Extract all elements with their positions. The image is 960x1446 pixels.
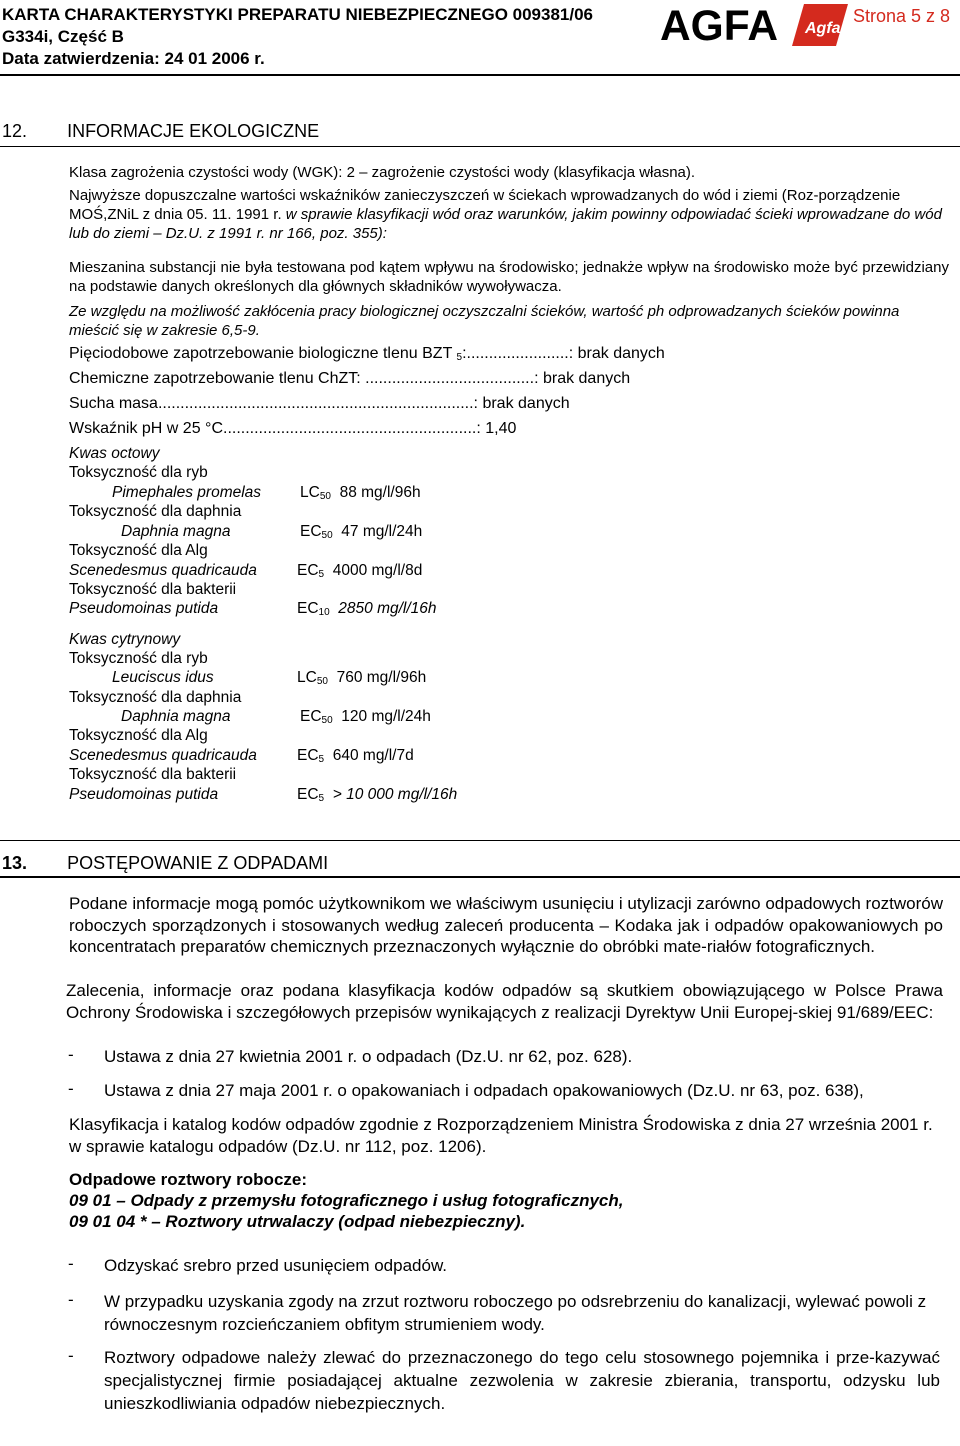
tox-value-row: [297, 600, 437, 618]
tox-value-row: [300, 708, 431, 726]
tox-value-row: [300, 523, 422, 541]
ph-range-paragraph: Ze względu na możliwość zakłócenia pracy biologicznej oczyszczalni ścieków, wartość ph odprowadzanych ścieków powinna mieścić się w zakresie 6,5-9.: [69, 303, 900, 339]
section-13-title: POSTĘPOWANIE Z ODPADAMI: [67, 853, 329, 873]
substance-citric-acid: Kwas cytrynowy: [69, 631, 181, 648]
section-13-overline: [0, 840, 960, 841]
tox-label: Toksyczność dla daphnia: [69, 503, 242, 520]
tox-value: 760 mg/l/96h: [336, 669, 427, 686]
tox-species: Daphnia magna: [121, 523, 231, 540]
recover-silver-item: Odzyskać srebro przed usunięciem odpadów.: [104, 1256, 448, 1275]
regulations-paragraph: Zalecenia, informacje oraz podana klasyfikacja kodów odpadów są skutkiem obowiązującego w Polsce Prawa Ochrony Środowiska i szczegółowych przepisów wynikających z realizacji Dyrektyw Unii Europej-skiej 91/689/EEC:: [66, 981, 943, 1022]
tox-code: EC: [297, 562, 319, 579]
law-waste-item: Ustawa z dnia 27 kwietnia 2001 r. o odpadach (Dz.U. nr 62, poz. 628).: [104, 1047, 633, 1066]
tox-label: Toksyczność dla daphnia: [69, 689, 242, 706]
tox-code: LC: [297, 669, 317, 686]
tox-code-subscript: 5: [318, 793, 325, 804]
tox-value: 4000 mg/l/8d: [332, 562, 423, 579]
tox-value-row: [297, 786, 457, 804]
tox-label: Toksyczność dla Alg: [69, 727, 208, 744]
tox-code: EC: [297, 600, 319, 617]
tox-species: Pimephales promelas: [112, 484, 262, 501]
tox-code-subscript: 5: [318, 569, 325, 580]
waste-code-0901: 09 01 – Odpady z przemysłu fotograficznego i usług fotograficznych,: [69, 1191, 624, 1210]
tox-value: 120 mg/l/24h: [341, 708, 431, 725]
substance-acetic-acid: Kwas octowy: [69, 445, 160, 462]
tox-code-subscript: 5: [318, 754, 325, 765]
header-divider: [0, 74, 960, 76]
wgk-paragraph: Klasa zagrożenia czystości wody (WGK): 2 – zagrożenie czystości wody (klasyfikacja własna).: [69, 164, 696, 181]
waste-info-paragraph: Podane informacje mogą pomóc użytkownikom we właściwym usunięciu i utylizacji zarówno odpadowych roztworów roboczych sporządzonych i stosowanych według zaleceń producenta – Kodaka jak i odpadów opakowaniowych po koncentratach preparatów chemicznych przeznaczonych wyłącznie do obróbki mate-riałów fotograficznych.: [69, 894, 943, 957]
agfa-logo: [658, 2, 782, 44]
dry-mass-row: Sucha masa.......................................................................: brak danych: [69, 395, 570, 412]
tox-value-row: [297, 669, 426, 687]
section-13-heading: [2, 853, 328, 874]
tox-code-subscript: 10: [318, 607, 330, 618]
sewer-discharge-item: W przypadku uzyskania zgody na zrzut roztworu roboczego po odsrebrzeniu do kanalizacji, wylewać powoli z równoczesnym rozcieńczaniem obfitym strumieniem wody.: [104, 1292, 927, 1334]
tox-species: Scenedesmus quadricauda: [69, 747, 257, 764]
tox-code: LC: [300, 484, 320, 501]
tox-value-row: [297, 562, 422, 580]
tox-species: Pseudomoinas putida: [69, 600, 219, 617]
tox-label: Toksyczność dla ryb: [69, 650, 208, 667]
tox-species: Leuciscus idus: [112, 669, 214, 686]
bzt-row: [69, 345, 665, 363]
bzt-subscript: 5: [456, 352, 463, 363]
section-12-underline: [0, 146, 960, 147]
agfa-rhombus-icon: [790, 2, 850, 48]
bullet-dash: -: [68, 1290, 74, 1309]
tox-value: 640 mg/l/7d: [332, 747, 414, 764]
approval-date: Data zatwierdzenia: 24 01 2006 r.: [2, 49, 265, 68]
tox-code: EC: [300, 708, 322, 725]
document-title: KARTA CHARAKTERYSTYKI PREPARATU NIEBEZPIECZNEGO 009381/06: [2, 5, 594, 24]
tox-species: Scenedesmus quadricauda: [69, 562, 257, 579]
tox-species: Daphnia magna: [121, 708, 231, 725]
tox-code: EC: [297, 747, 319, 764]
tox-value-row: [300, 484, 421, 502]
ph-row: Wskaźnik pH w 25 °C.........................................................: 1,40: [69, 420, 517, 437]
catalogue-paragraph: Klasyfikacja i katalog kodów odpadów zgodnie z Rozporządzeniem Ministra Środowiska z dnia 27 września 2001 r. w sprawie katalogu odpadów (Dz.U. nr 112, poz. 1206).: [69, 1115, 933, 1156]
bzt-label: Pięciodobowe zapotrzebowanie biologiczne tlenu BZT: [69, 345, 457, 362]
document-subtitle: G334i, Część B: [2, 27, 124, 46]
section-12-heading: [2, 121, 319, 142]
tox-value: > 10 000 mg/l/16h: [332, 786, 458, 803]
tox-code: EC: [300, 523, 322, 540]
law-packaging-item: Ustawa z dnia 27 maja 2001 r. o opakowaniach i odpadach opakowaniowych (Dz.U. nr 63, poz. 638),: [104, 1081, 864, 1100]
tox-code-subscript: 50: [321, 715, 333, 726]
untested-paragraph: Mieszanina substancji nie była testowana pod kątem wpływu na środowisko; jednakże wpływ na środowisko może być przewidziany na podstawie danych określonych dla głównych składników wywoływacza.: [69, 259, 949, 295]
tox-code-subscript: 50: [319, 491, 331, 502]
waste-code-090104: 09 01 04 * – Roztwory utrwalaczy (odpad niebezpieczny).: [69, 1212, 526, 1231]
bzt-value: :.......................: brak danych: [462, 345, 665, 362]
bullet-dash: -: [68, 1045, 74, 1064]
svg-text:Agfa: Agfa: [805, 20, 841, 37]
section-12-number: 12.: [2, 121, 28, 141]
waste-solutions-heading: Odpadowe roztwory robocze:: [69, 1170, 308, 1189]
chzt-row: Chemiczne zapotrzebowanie tlenu ChZT: ......................................: brak danych: [69, 370, 631, 387]
limits-paragraph: [69, 186, 949, 243]
tox-code-subscript: 50: [321, 530, 333, 541]
section-13-underline: [0, 876, 960, 878]
tox-label: Toksyczność dla Alg: [69, 542, 208, 559]
bullet-dash: -: [68, 1254, 74, 1273]
page-number: Strona 5 z 8: [853, 6, 951, 26]
tox-label: Toksyczność dla ryb: [69, 464, 208, 481]
tox-value: 47 mg/l/24h: [341, 523, 423, 540]
section-12-title: INFORMACJE EKOLOGICZNE: [67, 121, 320, 141]
svg-text:AGFA: AGFA: [660, 2, 778, 44]
tox-code: EC: [297, 786, 319, 803]
tox-value-row: [297, 747, 414, 765]
section-13-number: 13.: [2, 853, 28, 873]
tox-code-subscript: 50: [316, 676, 328, 687]
limits-text: Najwyższe dopuszczalne wartości wskaźników zanieczyszczeń w ściekach wprowadzanych do wód i ziemi (Roz-porządzenie MOŚ,ZNiL z dnia 05. 11. 1991 r.: [69, 187, 901, 223]
bullet-dash: -: [68, 1346, 74, 1365]
disposal-container-item: Roztwory odpadowe należy zlewać do przeznaczonego do tego celu stosownego pojemnika i prze-kazywać specjalistycznej firmie posiadającej aktualne zezwolenia w zakresie zbierania, transportu, odzysku lub unieszkodliwiania odpadów niebezpiecznych.: [104, 1348, 940, 1413]
limits-regulation: w sprawie klasyfikacji wód oraz warunków, jakim powinny odpowiadać ścieki wprowadzane do wód lub do ziemi – Dz.U. z 1991 r. nr 166, poz. 355):: [69, 206, 942, 242]
tox-value: 2850 mg/l/16h: [338, 600, 437, 617]
tox-species: Pseudomoinas putida: [69, 786, 219, 803]
tox-label: Toksyczność dla bakterii: [69, 581, 237, 598]
bullet-dash: -: [68, 1079, 74, 1098]
tox-value: 88 mg/l/96h: [339, 484, 421, 501]
tox-label: Toksyczność dla bakterii: [69, 766, 237, 783]
